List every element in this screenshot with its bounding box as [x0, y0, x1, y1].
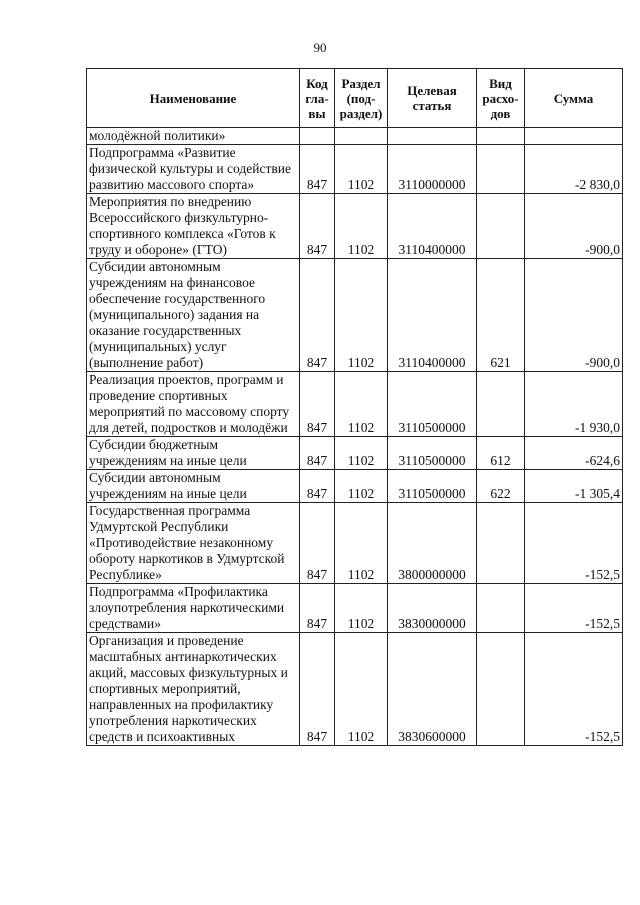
row-name: Государственная программа Удмуртской Республики «Противодействие незаконному обороту наркотиков в Удмуртской Республике»	[87, 503, 300, 584]
table-row	[87, 372, 623, 437]
row-code: 847	[300, 145, 335, 194]
row-sum: -152,5	[525, 633, 623, 746]
table-header-row	[87, 69, 623, 128]
row-kind	[477, 128, 525, 145]
row-name: Субсидии бюджетным учреждениям на иные цели	[87, 437, 300, 470]
row-kind	[477, 145, 525, 194]
row-target: 3110500000	[388, 470, 477, 503]
row-name: Субсидии автономным учреждениям на иные цели	[87, 470, 300, 503]
row-name: молодёжной политики»	[87, 128, 300, 145]
row-section: 1102	[335, 194, 388, 259]
row-target	[388, 128, 477, 145]
row-code: 847	[300, 503, 335, 584]
table-row	[87, 194, 623, 259]
row-section	[335, 128, 388, 145]
row-sum: -152,5	[525, 503, 623, 584]
row-sum: -1 930,0	[525, 372, 623, 437]
row-section: 1102	[335, 372, 388, 437]
table-row	[87, 470, 623, 503]
row-section: 1102	[335, 437, 388, 470]
row-kind	[477, 633, 525, 746]
row-code: 847	[300, 633, 335, 746]
row-section: 1102	[335, 503, 388, 584]
row-target: 3830000000	[388, 584, 477, 633]
row-target: 3110400000	[388, 194, 477, 259]
row-kind	[477, 503, 525, 584]
row-sum	[525, 128, 623, 145]
row-code: 847	[300, 194, 335, 259]
row-section: 1102	[335, 259, 388, 372]
row-name: Организация и проведение масштабных антинаркотических акций, массовых физкультурных и спортивных мероприятий, направленных на профилактику употребления наркотических средств и психоактивных	[87, 633, 300, 746]
row-kind: 621	[477, 259, 525, 372]
row-code: 847	[300, 437, 335, 470]
row-kind	[477, 194, 525, 259]
row-section: 1102	[335, 584, 388, 633]
header-name: Наименование	[87, 69, 300, 128]
header-sum: Сумма	[525, 69, 623, 128]
page-number: 90	[313, 40, 327, 55]
table-row	[87, 503, 623, 584]
row-sum: -152,5	[525, 584, 623, 633]
header-code: Код гла- вы	[300, 69, 335, 128]
budget-table	[86, 68, 623, 746]
row-name: Мероприятия по внедрению Всероссийского физкультурно-спортивного комплекса «Готов к труду и обороне» (ГТО)	[87, 194, 300, 259]
row-kind: 622	[477, 470, 525, 503]
row-target: 3110400000	[388, 259, 477, 372]
row-sum: -624,6	[525, 437, 623, 470]
row-kind	[477, 584, 525, 633]
row-code: 847	[300, 372, 335, 437]
row-section: 1102	[335, 145, 388, 194]
row-name: Подпрограмма «Профилактика злоупотребления наркотическими средствами»	[87, 584, 300, 633]
table-row	[87, 633, 623, 746]
row-sum: -1 305,4	[525, 470, 623, 503]
row-code: 847	[300, 584, 335, 633]
header-kind: Вид расхо- дов	[477, 69, 525, 128]
table-row	[87, 145, 623, 194]
table-row	[87, 259, 623, 372]
row-target: 3110000000	[388, 145, 477, 194]
row-section: 1102	[335, 633, 388, 746]
row-sum: -900,0	[525, 259, 623, 372]
header-target: Целевая статья	[388, 69, 477, 128]
row-target: 3110500000	[388, 437, 477, 470]
row-sum: -2 830,0	[525, 145, 623, 194]
row-kind	[477, 372, 525, 437]
row-name: Подпрограмма «Развитие физической культуры и содействие развитию массового спорта»	[87, 145, 300, 194]
row-kind: 612	[477, 437, 525, 470]
table-row	[87, 437, 623, 470]
row-name: Реализация проектов, программ и проведение спортивных мероприятий по массовому спорту для детей, подростков и молодёжи	[87, 372, 300, 437]
row-target: 3800000000	[388, 503, 477, 584]
header-section: Раздел (под- раздел)	[335, 69, 388, 128]
row-section: 1102	[335, 470, 388, 503]
row-name: Субсидии автономным учреждениям на финансовое обеспечение государственного (муниципального) задания на оказание государственных (муниципальных) услуг (выполнение работ)	[87, 259, 300, 372]
table-row	[87, 584, 623, 633]
row-target: 3110500000	[388, 372, 477, 437]
row-code: 847	[300, 259, 335, 372]
table-row	[87, 128, 623, 145]
row-code: 847	[300, 470, 335, 503]
row-sum: -900,0	[525, 194, 623, 259]
row-code	[300, 128, 335, 145]
row-target: 3830600000	[388, 633, 477, 746]
